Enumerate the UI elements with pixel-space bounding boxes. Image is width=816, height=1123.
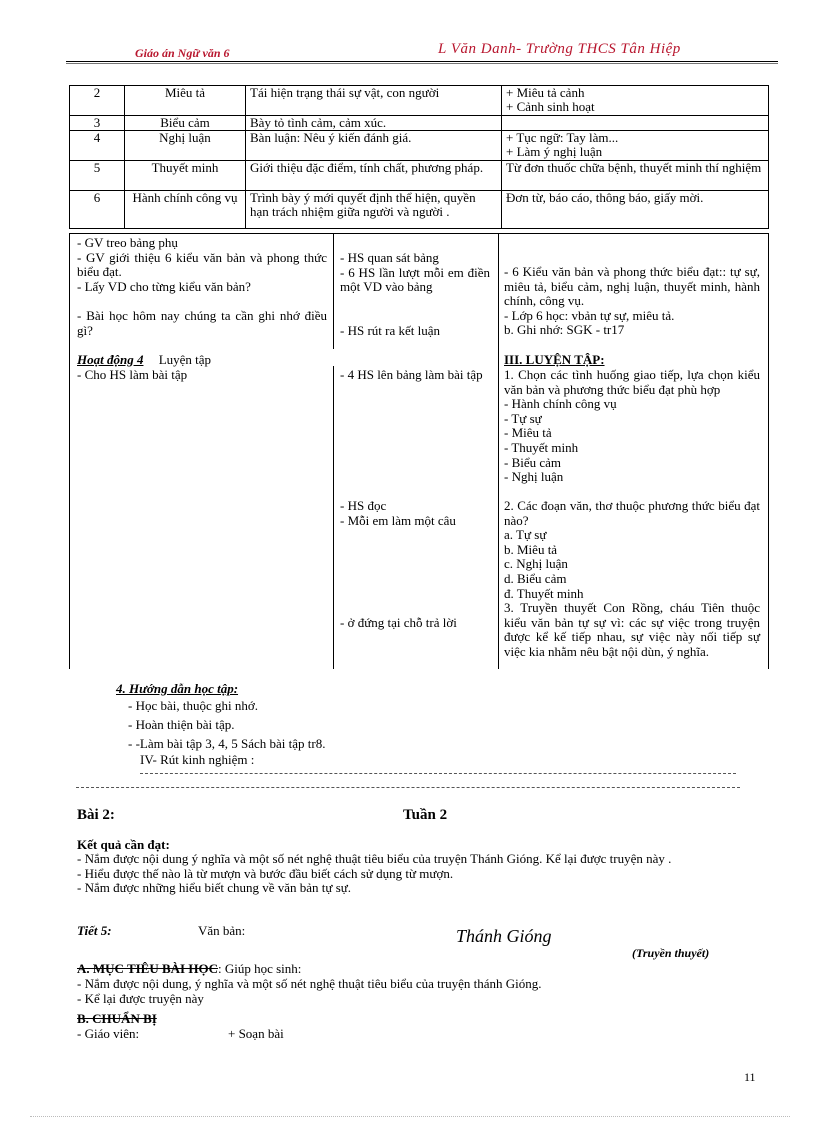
preparation-heading: B. CHUẨN BỊ (77, 1011, 157, 1026)
text-line (77, 294, 327, 309)
objectives-list (77, 977, 767, 1006)
text-line (340, 309, 490, 324)
cell-line: + Miêu tả cảnh (506, 85, 585, 100)
row-number: 6 (70, 191, 125, 229)
text-line: - GV giới thiệu 6 kiểu văn bản và phong thức biểu đạt. (77, 249, 327, 280)
prep-teacher: - Giáo viên: (77, 1026, 140, 1041)
text-type-purpose: Trình bày ý mới quyết định thể hiện, quyền hạn trách nhiệm giữa người và người . (246, 191, 502, 229)
page-bottom-rule (30, 1116, 790, 1117)
text-line: d. Biểu cảm (504, 570, 567, 586)
text-type-example: Từ đơn thuốc chữa bệnh, thuyết minh thí nghiệm (502, 161, 769, 191)
text-line: - Lớp 6 học: vbản tự sự, miêu tả. (504, 307, 675, 323)
objective-heading: A. MỤC TIÊU BÀI HỌC (77, 961, 218, 976)
review-dotted-line (140, 773, 736, 774)
text-line: - Nắm được nội dung, ý nghĩa và một số nét nghệ thuật tiêu biểu của truyện thánh Gióng. (77, 976, 542, 991)
activity-grid-mid1b (333, 366, 334, 669)
story-title: Thánh Gióng (456, 926, 552, 946)
text-line: b. Miêu tả (504, 541, 558, 557)
text-type-name: Miêu tả (125, 86, 246, 116)
activity-grid-top (69, 233, 768, 234)
practice-exercise-3: 3. Truyền thuyết Con Rồng, cháu Tiên thuộc kiểu văn bản tự sự vì: các sự việc trong truyện được kể kế tiếp nhau, sự việc này nối tiếp sự việc kia nhằm nêu bật nội dùn, ý nghĩa. (504, 600, 760, 659)
table-row (70, 116, 769, 131)
text-line: - Thuyết minh (504, 439, 579, 455)
activity-grid-mid1 (333, 233, 334, 349)
text-line: - GV treo bảng phụ (77, 235, 178, 250)
student-activity-2a: - 4 HS lên bảng làm bài tập (340, 367, 483, 382)
text-type-purpose: Bàn luận: Nêu ý kiến đánh giá. (246, 131, 502, 161)
bullet-icon: ‐ (128, 717, 136, 732)
page-number: 11 (744, 1070, 756, 1084)
header-author-school: L Văn Danh- Trường THCS Tân Hiệp (438, 41, 681, 57)
text-type-example (502, 86, 769, 116)
table-row (70, 131, 769, 161)
homework-item (128, 736, 325, 752)
student-activity-2b (340, 499, 495, 528)
text-type-purpose: Giới thiệu đặc điểm, tính chất, phương pháp. (246, 161, 502, 191)
objective-line (77, 962, 301, 976)
week-label: Tuần 2 (403, 807, 448, 823)
text-type-purpose: Tái hiện trạng thái sự vật, con người (246, 86, 502, 116)
table-row (70, 191, 769, 229)
homework-item (128, 698, 258, 714)
text-line: - Tự sự (504, 410, 542, 426)
text-type-name: Nghị luận (125, 131, 246, 161)
practice-exercise-1 (504, 368, 760, 485)
text-line: - Kể lại được truyện này (77, 990, 204, 1006)
row-number: 2 (70, 86, 125, 116)
activity-grid-right (768, 233, 769, 669)
practice-exercise-2 (504, 499, 760, 601)
results-list (77, 852, 767, 896)
story-genre: (Truyền thuyết) (632, 946, 710, 960)
review-label: IV- Rút kinh nghiệm : (140, 752, 255, 767)
homework-heading: 4. Hướng dẫn học tập: (116, 681, 239, 696)
bullet-icon: ‐ (128, 736, 136, 751)
text-line: - HS quan sát bảng (340, 250, 439, 265)
activity-4-title: Luyện tập (158, 352, 212, 367)
text-line: - 6 Kiểu văn bản và phong thức biểu đạt:: tự sự, miêu tả, biểu cảm, nghị luận, thuyết minh, hành chính, công vụ. (504, 264, 760, 309)
results-heading: Kết quả cần đạt: (77, 837, 170, 852)
content-1 (504, 265, 760, 338)
text-line: a. Tự sự (504, 527, 547, 543)
cell-line: + Cảnh sinh hoạt (506, 99, 595, 114)
activity-grid-mid2 (498, 233, 499, 669)
prep-item: + Soạn bài (228, 1026, 284, 1041)
row-number: 4 (70, 131, 125, 161)
text-line: c. Nghị luận (504, 556, 568, 572)
practice-heading: III. LUYỆN TẬP: (504, 352, 605, 367)
activity-4-heading (77, 353, 211, 367)
text-line: - Biểu cảm (504, 454, 562, 470)
text-line: 1. Chọn các tình huống giao tiếp, lựa chọn kiểu văn bản và phương thức biểu đạt phù hợp (504, 367, 760, 397)
text-line: - Hành chính công vụ (504, 396, 617, 412)
text-type-example (502, 116, 769, 131)
table-row (70, 86, 769, 116)
header-subject: Giáo án Ngữ văn 6 (135, 46, 230, 60)
activity-4-label: Hoạt động 4 (77, 352, 144, 367)
teacher-activity-2: - Cho HS làm bài tập (77, 367, 188, 382)
text-line: - Bài học hôm nay chúng ta cần ghi nhớ điều gì? (77, 307, 327, 338)
text-line: - Hiểu được thế nào là từ mượn và bước đầu biết cách sử dụng từ mượn. (77, 865, 454, 881)
homework-item-text: -Làm bài tập 3, 4, 5 Sách bài tập tr8. (135, 736, 326, 751)
teacher-activities-1 (77, 236, 327, 338)
text-line: - Nắm được những hiểu biết chung về văn bản tự sự. (77, 880, 352, 896)
text-types-table (69, 85, 769, 229)
cell-line: + Tục ngữ: Tay làm... (506, 130, 619, 145)
text-line (340, 295, 490, 310)
text-type-example (502, 131, 769, 161)
header-rule (66, 61, 778, 62)
bullet-icon: ‐ (128, 698, 136, 713)
text-line: - Lấy VD cho từng kiểu văn bản? (77, 278, 251, 294)
activity-grid-left (69, 233, 70, 669)
text-line: đ. Thuyết minh (504, 585, 584, 601)
text-label: Văn bản: (198, 923, 246, 938)
lesson-number: Bài 2: (77, 807, 115, 823)
table-row (70, 161, 769, 191)
text-line: - HS đọc (340, 498, 387, 513)
text-line: - HS rút ra kết luận (340, 322, 441, 338)
homework-item (128, 717, 235, 733)
student-activity-2c: - ở đứng tại chỗ trả lời (340, 615, 457, 630)
text-type-name: Thuyết minh (125, 161, 246, 191)
text-line: - Mỗi em làm một câu (340, 512, 456, 528)
objective-suffix: : Giúp học sinh: (217, 961, 302, 976)
text-line: - 6 HS lần lượt mỗi em điền một VD vào bảng (340, 264, 490, 295)
text-line: 2. Các đoạn văn, thơ thuộc phương thức biểu đạt nào? (504, 498, 760, 528)
section-dotted-divider (76, 787, 740, 788)
text-line: - Nắm được nội dung ý nghĩa và một số nét nghệ thuật tiêu biểu của truyện Thánh Gióng. Kể lại được truyện này . (77, 851, 672, 866)
text-line: - Nghị luận (504, 469, 564, 485)
text-type-example: Đơn từ, báo cáo, thông báo, giấy mời. (502, 191, 769, 229)
cell-line: + Làm ý nghị luận (506, 144, 603, 159)
homework-item-text: Hoàn thiện bài tập. (135, 717, 235, 732)
text-type-name: Hành chính công vụ (125, 191, 246, 229)
text-type-purpose: Bày tỏ tình cảm, cảm xúc. (246, 116, 502, 131)
header-rule-double (66, 63, 778, 64)
homework-item-text: Học bài, thuộc ghi nhớ. (135, 698, 259, 713)
text-line: - Miêu tả (504, 425, 552, 441)
text-type-name: Biểu cảm (125, 116, 246, 131)
row-number: 3 (70, 116, 125, 131)
student-activities-1 (340, 251, 490, 339)
text-line: b. Ghi nhớ: SGK - tr17 (504, 322, 625, 338)
period-label: Tiết 5: (77, 923, 112, 938)
row-number: 5 (70, 161, 125, 191)
